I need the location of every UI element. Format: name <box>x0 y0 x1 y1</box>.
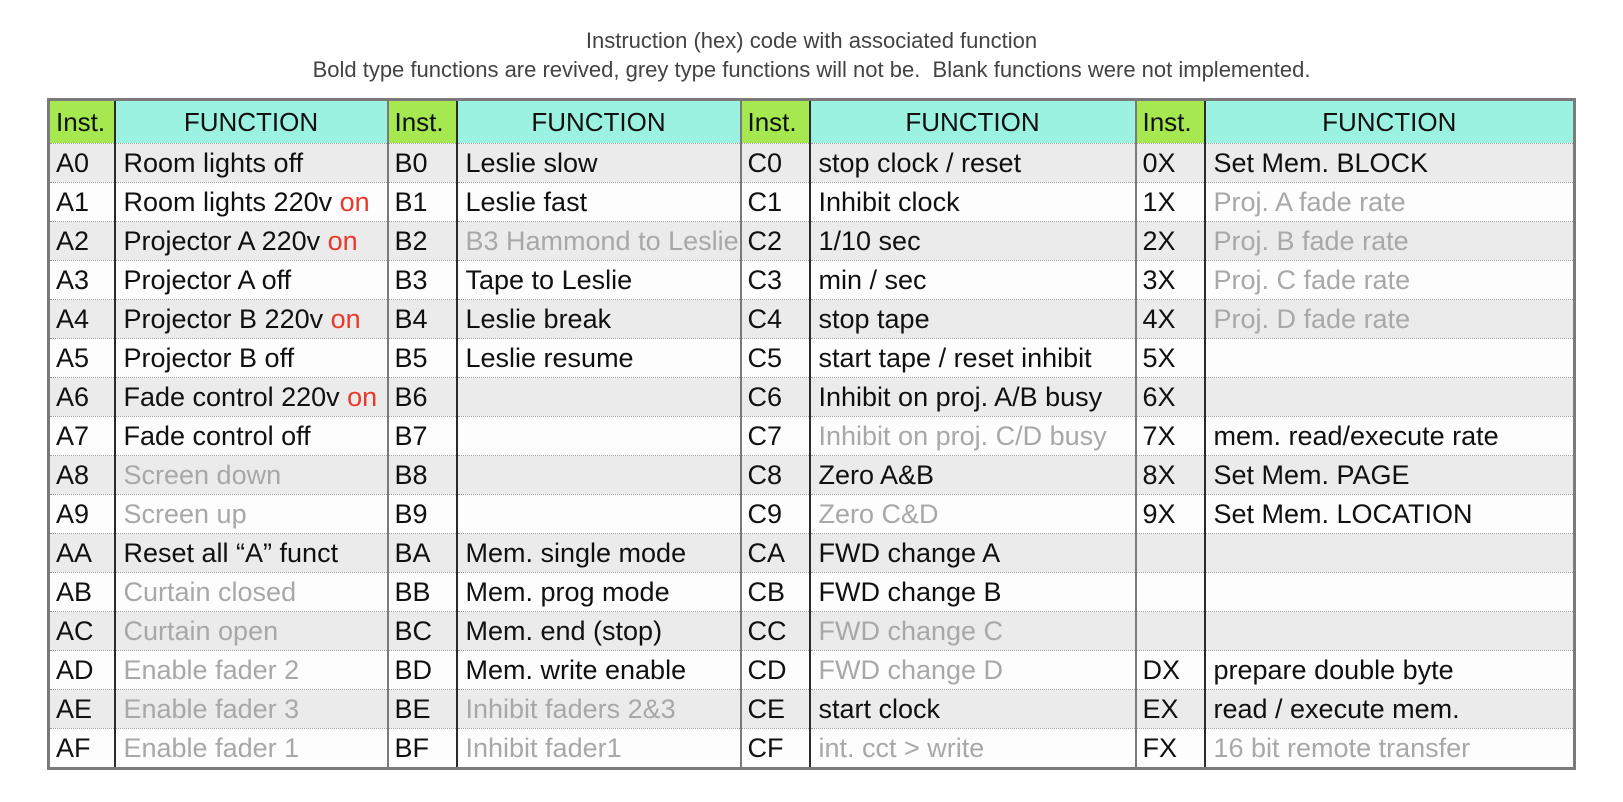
inst-code-cell <box>1136 612 1205 651</box>
function-cell <box>1205 573 1575 612</box>
function-label: FWD change B <box>818 576 1002 607</box>
function-cell <box>1205 729 1575 769</box>
function-cell <box>1205 495 1575 534</box>
function-label: stop tape <box>818 303 930 334</box>
table-row <box>49 651 1575 690</box>
page-subtitle: Bold type functions are revived, grey type functions will not be. Blank functions were not implemented. <box>312 57 1311 82</box>
function-label: Mem. write enable <box>465 654 687 685</box>
function-cell <box>115 144 388 183</box>
function-label: Enable fader 2 <box>123 654 300 685</box>
function-cell <box>115 300 388 339</box>
function-cell <box>1205 534 1575 573</box>
inst-code-cell: 0X <box>1136 144 1205 183</box>
function-cell <box>810 339 1136 378</box>
function-cell <box>115 729 388 769</box>
function-label: int. cct > write <box>818 732 985 763</box>
function-label: Inhibit fader1 <box>465 732 622 763</box>
function-cell <box>457 495 741 534</box>
function-label: Enable fader 3 <box>123 693 300 724</box>
function-label: Curtain open <box>123 615 279 646</box>
inst-code-cell: B9 <box>388 495 457 534</box>
table-row <box>49 456 1575 495</box>
function-cell <box>810 261 1136 300</box>
on-state-label: on <box>320 225 358 256</box>
function-cell <box>115 495 388 534</box>
function-cell <box>115 378 388 417</box>
inst-code-cell <box>1136 534 1205 573</box>
inst-code-cell: C4 <box>741 300 810 339</box>
function-cell <box>1205 690 1575 729</box>
inst-code-cell: 4X <box>1136 300 1205 339</box>
function-label: Proj. B fade rate <box>1213 225 1409 256</box>
function-cell <box>115 456 388 495</box>
inst-code-cell: AD <box>49 651 115 690</box>
table-row <box>49 417 1575 456</box>
table-body <box>49 144 1575 769</box>
function-label: Leslie resume <box>465 342 634 373</box>
function-label: Projector B off <box>123 342 295 373</box>
inst-code-cell: AC <box>49 612 115 651</box>
function-cell <box>810 417 1136 456</box>
function-cell <box>457 651 741 690</box>
table-row <box>49 573 1575 612</box>
inst-code-cell: A3 <box>49 261 115 300</box>
inst-code-cell: EX <box>1136 690 1205 729</box>
inst-code-cell: B2 <box>388 222 457 261</box>
function-label: FWD change D <box>818 654 1004 685</box>
inst-code-cell: C8 <box>741 456 810 495</box>
function-label: FWD change C <box>818 615 1004 646</box>
function-cell <box>457 690 741 729</box>
function-cell <box>1205 378 1575 417</box>
function-cell <box>457 612 741 651</box>
table-row <box>49 729 1575 769</box>
function-label: prepare double byte <box>1213 654 1454 685</box>
function-cell <box>1205 417 1575 456</box>
function-label: start clock <box>818 693 941 724</box>
function-label: min / sec <box>818 264 927 295</box>
function-label: Room lights off <box>123 147 304 178</box>
inst-code-cell: CC <box>741 612 810 651</box>
table-row <box>49 378 1575 417</box>
function-cell <box>810 612 1136 651</box>
function-label: Room lights 220v <box>123 186 333 217</box>
function-label: Projector A off <box>123 264 292 295</box>
function-label: Projector B 220v <box>123 303 324 334</box>
table-row <box>49 534 1575 573</box>
function-cell <box>1205 144 1575 183</box>
function-cell <box>810 222 1136 261</box>
function-label: Fade control 220v <box>123 381 340 412</box>
inst-code-cell: BA <box>388 534 457 573</box>
table-row <box>49 612 1575 651</box>
function-label: Inhibit on proj. A/B busy <box>818 381 1103 412</box>
function-cell <box>457 378 741 417</box>
inst-column-header: Inst. <box>49 100 115 144</box>
function-label: Proj. C fade rate <box>1213 264 1411 295</box>
table-row <box>49 339 1575 378</box>
function-label: Inhibit faders 2&3 <box>465 693 676 724</box>
inst-column-header: Inst. <box>741 100 810 144</box>
function-label: Screen up <box>123 498 247 529</box>
inst-code-cell: BE <box>388 690 457 729</box>
function-column-header: FUNCTION <box>115 100 388 144</box>
function-cell <box>1205 261 1575 300</box>
inst-code-cell: AF <box>49 729 115 769</box>
function-label: Fade control off <box>123 420 311 451</box>
inst-code-cell: 3X <box>1136 261 1205 300</box>
function-label: start tape / reset inhibit <box>818 342 1092 373</box>
inst-code-cell: C1 <box>741 183 810 222</box>
function-label: Screen down <box>123 459 282 490</box>
function-cell <box>115 534 388 573</box>
function-cell <box>810 729 1136 769</box>
inst-code-cell: C6 <box>741 378 810 417</box>
inst-code-cell: C9 <box>741 495 810 534</box>
function-cell <box>1205 339 1575 378</box>
page-header <box>0 26 1623 84</box>
inst-code-cell: 8X <box>1136 456 1205 495</box>
function-column-header: FUNCTION <box>810 100 1136 144</box>
function-cell <box>810 300 1136 339</box>
function-cell <box>115 417 388 456</box>
inst-code-cell: 1X <box>1136 183 1205 222</box>
inst-code-cell: B7 <box>388 417 457 456</box>
inst-code-cell: 5X <box>1136 339 1205 378</box>
function-cell <box>457 339 741 378</box>
table-row <box>49 222 1575 261</box>
inst-code-cell: B8 <box>388 456 457 495</box>
function-cell <box>115 690 388 729</box>
function-cell <box>457 456 741 495</box>
inst-column-header: Inst. <box>1136 100 1205 144</box>
function-cell <box>1205 456 1575 495</box>
function-label: Zero A&B <box>818 459 935 490</box>
function-cell <box>115 651 388 690</box>
function-label: 16 bit remote transfer <box>1213 732 1471 763</box>
function-cell <box>457 417 741 456</box>
function-column-header: FUNCTION <box>1205 100 1575 144</box>
function-label: 1/10 sec <box>818 225 921 256</box>
inst-code-cell: AE <box>49 690 115 729</box>
inst-code-cell: FX <box>1136 729 1205 769</box>
inst-code-cell: BC <box>388 612 457 651</box>
function-cell <box>457 183 741 222</box>
inst-code-cell: A5 <box>49 339 115 378</box>
function-label: Leslie slow <box>465 147 598 178</box>
inst-code-cell: A1 <box>49 183 115 222</box>
inst-code-cell: CB <box>741 573 810 612</box>
on-state-label: on <box>332 186 370 217</box>
inst-code-cell: B3 <box>388 261 457 300</box>
inst-code-cell: 7X <box>1136 417 1205 456</box>
function-label: Leslie fast <box>465 186 588 217</box>
inst-code-cell: B5 <box>388 339 457 378</box>
function-cell <box>1205 612 1575 651</box>
inst-code-cell: A7 <box>49 417 115 456</box>
function-cell <box>810 378 1136 417</box>
inst-code-cell: 2X <box>1136 222 1205 261</box>
table-row <box>49 495 1575 534</box>
function-label: Mem. end (stop) <box>465 615 663 646</box>
function-cell <box>457 222 741 261</box>
function-cell <box>1205 300 1575 339</box>
function-label: Mem. single mode <box>465 537 687 568</box>
function-label: Inhibit clock <box>818 186 960 217</box>
table-row <box>49 261 1575 300</box>
inst-code-cell: A0 <box>49 144 115 183</box>
inst-code-cell: CF <box>741 729 810 769</box>
function-label: Leslie break <box>465 303 612 334</box>
function-label: Tape to Leslie <box>465 264 633 295</box>
inst-column-header: Inst. <box>388 100 457 144</box>
function-label: Set Mem. BLOCK <box>1213 147 1429 178</box>
function-label: mem. read/execute rate <box>1213 420 1499 451</box>
function-label: read / execute mem. <box>1213 693 1460 724</box>
function-cell <box>1205 651 1575 690</box>
inst-code-cell: BF <box>388 729 457 769</box>
table-row <box>49 690 1575 729</box>
function-cell <box>810 456 1136 495</box>
inst-code-cell: A4 <box>49 300 115 339</box>
inst-code-cell: B0 <box>388 144 457 183</box>
on-state-label: on <box>339 381 378 412</box>
inst-code-cell: CD <box>741 651 810 690</box>
inst-code-cell: A6 <box>49 378 115 417</box>
function-cell <box>457 729 741 769</box>
function-label: Proj. D fade rate <box>1213 303 1411 334</box>
function-cell <box>1205 183 1575 222</box>
on-state-label: on <box>323 303 361 334</box>
function-cell <box>115 222 388 261</box>
function-cell <box>810 495 1136 534</box>
function-label: Reset all “A” funct <box>123 537 339 568</box>
inst-code-cell: BD <box>388 651 457 690</box>
inst-code-cell: BB <box>388 573 457 612</box>
inst-code-cell: C2 <box>741 222 810 261</box>
function-label: Set Mem. LOCATION <box>1213 498 1473 529</box>
inst-code-cell: A2 <box>49 222 115 261</box>
inst-code-cell: C3 <box>741 261 810 300</box>
inst-code-cell: DX <box>1136 651 1205 690</box>
inst-code-cell: CE <box>741 690 810 729</box>
inst-code-cell: 9X <box>1136 495 1205 534</box>
instruction-code-table <box>47 98 1576 770</box>
function-label: Zero C&D <box>818 498 939 529</box>
inst-code-cell: AB <box>49 573 115 612</box>
function-cell <box>115 573 388 612</box>
function-cell <box>810 573 1136 612</box>
function-cell <box>457 300 741 339</box>
inst-code-cell: CA <box>741 534 810 573</box>
inst-code-cell: B1 <box>388 183 457 222</box>
inst-code-cell: 6X <box>1136 378 1205 417</box>
function-cell <box>810 183 1136 222</box>
function-cell <box>457 261 741 300</box>
function-label: Curtain closed <box>123 576 297 607</box>
function-cell <box>810 651 1136 690</box>
function-cell <box>115 612 388 651</box>
header-row <box>49 100 1575 144</box>
function-cell <box>810 690 1136 729</box>
function-cell <box>457 534 741 573</box>
function-label: Set Mem. PAGE <box>1213 459 1410 490</box>
inst-code-cell: C5 <box>741 339 810 378</box>
table-row <box>49 300 1575 339</box>
function-column-header: FUNCTION <box>457 100 741 144</box>
inst-code-cell: C7 <box>741 417 810 456</box>
page-title: Instruction (hex) code with associated function <box>585 28 1038 53</box>
function-label: B3 Hammond to Leslie <box>465 225 739 256</box>
function-cell <box>115 183 388 222</box>
inst-code-cell: C0 <box>741 144 810 183</box>
function-label: FWD change A <box>818 537 1001 568</box>
function-label: Mem. prog mode <box>465 576 670 607</box>
inst-code-cell: AA <box>49 534 115 573</box>
function-cell <box>1205 222 1575 261</box>
function-cell <box>115 261 388 300</box>
function-label: Inhibit on proj. C/D busy <box>818 420 1107 451</box>
inst-code-cell: B6 <box>388 378 457 417</box>
inst-code-cell: B4 <box>388 300 457 339</box>
inst-code-cell: A8 <box>49 456 115 495</box>
inst-code-cell: A9 <box>49 495 115 534</box>
function-label: Enable fader 1 <box>123 732 300 763</box>
function-cell <box>457 573 741 612</box>
function-label: Proj. A fade rate <box>1213 186 1406 217</box>
table-header <box>49 100 1575 144</box>
function-label: Projector A 220v <box>123 225 321 256</box>
function-cell <box>810 534 1136 573</box>
inst-code-cell <box>1136 573 1205 612</box>
table-row <box>49 183 1575 222</box>
function-cell <box>810 144 1136 183</box>
function-cell <box>457 144 741 183</box>
function-cell <box>115 339 388 378</box>
function-label: stop clock / reset <box>818 147 1022 178</box>
table-row <box>49 144 1575 183</box>
